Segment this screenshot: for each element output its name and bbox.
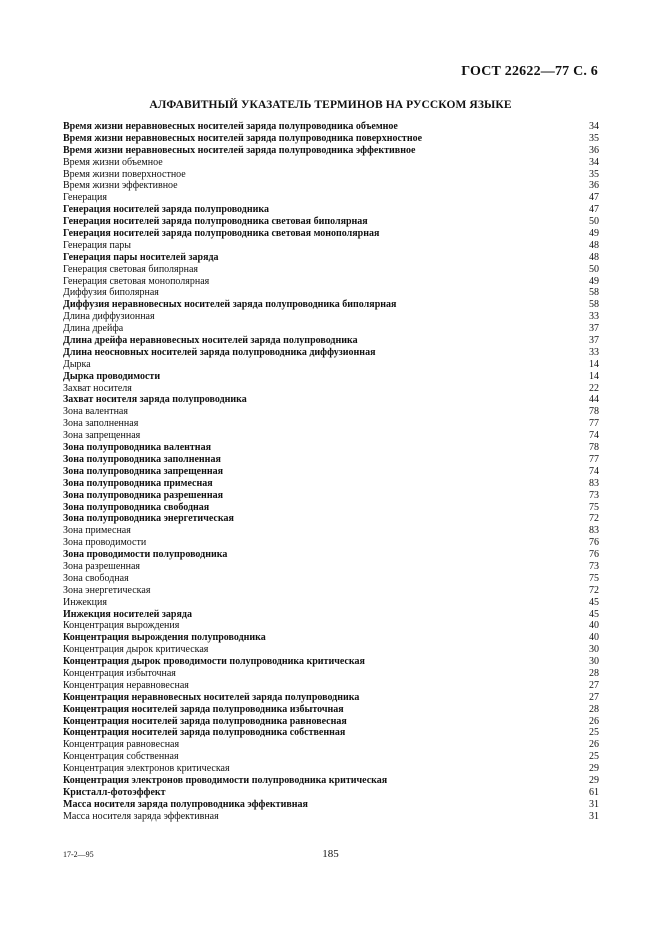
index-page-ref: 26 <box>589 739 599 751</box>
index-page-ref: 25 <box>589 727 599 739</box>
index-entry <box>63 537 599 549</box>
index-entry <box>63 383 599 395</box>
index-term: Концентрация носителей заряда полупроводника равновесная <box>63 715 347 727</box>
index-page-ref: 83 <box>589 477 599 489</box>
index-entry <box>63 287 599 299</box>
index-term: Время жизни неравновесных носителей заряда полупроводника объемное <box>63 121 398 132</box>
index-page-ref: 75 <box>589 572 599 584</box>
index-page-ref: 35 <box>589 132 599 144</box>
index-page-ref: 14 <box>589 370 599 382</box>
index-page-ref: 28 <box>589 703 599 715</box>
index-page-ref: 48 <box>589 239 599 251</box>
index-page-ref: 75 <box>589 501 599 513</box>
index-entry <box>63 727 599 739</box>
index-page-ref: 76 <box>589 537 599 549</box>
index-term: Инжекция <box>63 596 107 608</box>
index-term: Концентрация собственная <box>63 751 179 763</box>
index-entry <box>63 180 599 192</box>
index-page-ref: 37 <box>589 335 599 347</box>
index-entry <box>63 133 599 145</box>
index-entry <box>63 668 599 680</box>
index-entry <box>63 525 599 537</box>
index-entry <box>63 299 599 311</box>
index-entry <box>63 502 599 514</box>
index-page-ref: 73 <box>589 489 599 501</box>
index-page-ref: 29 <box>589 774 599 786</box>
index-entry <box>63 739 599 751</box>
index-term: Зона проводимости полупроводника <box>63 549 228 561</box>
index-term: Дырка <box>63 358 91 370</box>
index-page-ref: 72 <box>589 513 599 525</box>
index-term: Концентрация избыточная <box>63 667 176 679</box>
index-term: Зона свободная <box>63 572 129 584</box>
index-page-ref: 48 <box>589 251 599 263</box>
index-entry <box>63 692 599 704</box>
index-term: Генерация носителей заряда полупроводника <box>63 204 269 216</box>
index-entry <box>63 478 599 490</box>
index-page-ref: 29 <box>589 763 599 775</box>
index-page-ref: 25 <box>589 751 599 763</box>
index-page-ref: 33 <box>589 311 599 323</box>
index-term: Инжекция носителей заряда <box>63 608 192 620</box>
index-page-ref: 49 <box>589 228 599 240</box>
index-term: Зона полупроводника валентная <box>63 442 211 454</box>
index-page-ref: 14 <box>589 358 599 370</box>
index-term: Концентрация электронов проводимости полупроводника критическая <box>63 774 388 786</box>
index-page-ref: 34 <box>589 156 599 168</box>
index-term: Зона полупроводника разрешенная <box>63 489 223 501</box>
index-entry <box>63 311 599 323</box>
index-term: Концентрация неравновесная <box>63 679 189 691</box>
index-term: Генерация <box>63 192 107 204</box>
index-entry <box>63 573 599 585</box>
index-entry <box>63 264 599 276</box>
index-page-ref: 47 <box>589 192 599 204</box>
index-term: Концентрация носителей заряда полупроводника собственная <box>63 727 346 739</box>
index-page-ref: 74 <box>589 430 599 442</box>
index-term: Зона полупроводника примесная <box>63 477 213 489</box>
index-entry <box>63 763 599 775</box>
index-entry <box>63 430 599 442</box>
index-page-ref: 50 <box>589 216 599 228</box>
index-entry <box>63 799 599 811</box>
index-entry <box>63 157 599 169</box>
index-page-ref: 27 <box>589 679 599 691</box>
index-entry <box>63 704 599 716</box>
index-page-ref: 27 <box>589 691 599 703</box>
index-page-ref: 30 <box>589 656 599 668</box>
index-entry <box>63 561 599 573</box>
index-page-ref: 76 <box>589 549 599 561</box>
index-term: Генерация пары носителей заряда <box>63 251 219 263</box>
index-page-ref: 83 <box>589 525 599 537</box>
standard-header: ГОСТ 22622—77 С. 6 <box>461 64 598 79</box>
index-page-ref: 36 <box>589 144 599 156</box>
index-page-ref: 34 <box>589 121 599 132</box>
index-term: Время жизни поверхностное <box>63 168 186 180</box>
term-index <box>63 121 599 823</box>
index-entry <box>63 371 599 383</box>
index-page-ref: 61 <box>589 786 599 798</box>
index-entry <box>63 656 599 668</box>
index-entry <box>63 644 599 656</box>
index-term: Кристалл-фотоэффект <box>63 786 166 798</box>
index-page-ref: 31 <box>589 798 599 810</box>
index-entry <box>63 787 599 799</box>
index-term: Концентрация вырождения полупроводника <box>63 632 266 644</box>
index-entry <box>63 228 599 240</box>
index-entry <box>63 359 599 371</box>
index-term: Концентрация равновесная <box>63 739 180 751</box>
index-entry <box>63 609 599 621</box>
index-page-ref: 22 <box>589 382 599 394</box>
index-entry <box>63 323 599 335</box>
index-entry <box>63 442 599 454</box>
index-term: Захват носителя <box>63 382 132 394</box>
index-term: Концентрация дырок проводимости полупроводника критическая <box>63 656 365 668</box>
index-entry <box>63 751 599 763</box>
index-entry <box>63 204 599 216</box>
index-page-ref: 35 <box>589 168 599 180</box>
index-page-ref: 78 <box>589 406 599 418</box>
index-entry <box>63 454 599 466</box>
index-page-ref: 40 <box>589 632 599 644</box>
index-term: Зона полупроводника свободная <box>63 501 210 513</box>
index-term: Длина неосновных носителей заряда полупроводника диффузионная <box>63 346 376 358</box>
index-page-ref: 26 <box>589 715 599 727</box>
index-term: Диффузия биполярная <box>63 287 159 299</box>
index-term: Концентрация неравновесных носителей заряда полупроводника <box>63 691 360 703</box>
index-entry <box>63 620 599 632</box>
index-entry <box>63 490 599 502</box>
index-page-ref: 78 <box>589 442 599 454</box>
index-page-ref: 30 <box>589 644 599 656</box>
index-term: Захват носителя заряда полупроводника <box>63 394 247 406</box>
index-page-ref: 77 <box>589 453 599 465</box>
index-entry <box>63 276 599 288</box>
index-page-ref: 77 <box>589 418 599 430</box>
index-term: Зона полупроводника запрещенная <box>63 465 224 477</box>
index-entry <box>63 597 599 609</box>
index-term: Время жизни неравновесных носителей заряда полупроводника поверхностное <box>63 132 423 144</box>
index-entry <box>63 394 599 406</box>
index-term: Концентрация дырок критическая <box>63 644 209 656</box>
index-entry <box>63 145 599 157</box>
index-entry <box>63 335 599 347</box>
index-entry <box>63 121 599 133</box>
index-term: Длина дрейфа <box>63 323 124 335</box>
index-term: Время жизни неравновесных носителей заряда полупроводника эффективное <box>63 144 416 156</box>
index-term: Диффузия неравновесных носителей заряда полупроводника биполярная <box>63 299 397 311</box>
index-term: Зона заполненная <box>63 418 139 430</box>
index-term: Концентрация электронов критическая <box>63 763 230 775</box>
index-entry <box>63 775 599 787</box>
index-entry <box>63 418 599 430</box>
page-title: АЛФАВИТНЫЙ УКАЗАТЕЛЬ ТЕРМИНОВ НА РУССКОМ ЯЗЫКЕ <box>149 99 512 111</box>
index-term: Зона валентная <box>63 406 128 418</box>
index-page-ref: 47 <box>589 204 599 216</box>
index-term: Зона примесная <box>63 525 131 537</box>
index-page-ref: 31 <box>589 810 599 822</box>
index-term: Длина дрейфа неравновесных носителей заряда полупроводника <box>63 335 358 347</box>
index-page-ref: 28 <box>589 667 599 679</box>
index-entry <box>63 192 599 204</box>
index-entry <box>63 240 599 252</box>
index-term: Масса носителя заряда эффективная <box>63 810 219 822</box>
index-page-ref: 36 <box>589 180 599 192</box>
index-term: Время жизни эффективное <box>63 180 178 192</box>
footer-code: 17-2—95 <box>63 850 94 859</box>
index-entry <box>63 680 599 692</box>
index-page-ref: 45 <box>589 608 599 620</box>
index-term: Зона проводимости <box>63 537 147 549</box>
index-page-ref: 74 <box>589 465 599 477</box>
index-entry <box>63 216 599 228</box>
index-page-ref: 73 <box>589 560 599 572</box>
index-term: Время жизни объемное <box>63 156 163 168</box>
index-entry <box>63 347 599 359</box>
index-term: Генерация носителей заряда полупроводника световая монополярная <box>63 228 380 240</box>
index-term: Генерация пары <box>63 239 131 251</box>
index-page-ref: 49 <box>589 275 599 287</box>
index-term: Длина диффузионная <box>63 311 155 323</box>
index-page-ref: 50 <box>589 263 599 275</box>
index-page-ref: 72 <box>589 584 599 596</box>
index-entry <box>63 466 599 478</box>
index-term: Зона запрещенная <box>63 430 141 442</box>
index-term: Концентрация носителей заряда полупроводника избыточная <box>63 703 344 715</box>
index-page-ref: 37 <box>589 323 599 335</box>
index-entry <box>63 252 599 264</box>
index-page-ref: 58 <box>589 287 599 299</box>
index-term: Зона разрешенная <box>63 560 141 572</box>
index-term: Зона полупроводника заполненная <box>63 453 221 465</box>
index-entry <box>63 513 599 525</box>
index-term: Генерация световая монополярная <box>63 275 210 287</box>
index-entry <box>63 585 599 597</box>
index-term: Концентрация вырождения <box>63 620 180 632</box>
index-term: Генерация носителей заряда полупроводника световая биполярная <box>63 216 368 228</box>
index-page-ref: 33 <box>589 346 599 358</box>
index-page-ref: 45 <box>589 596 599 608</box>
index-entry <box>63 632 599 644</box>
index-term: Зона энергетическая <box>63 584 151 596</box>
index-entry <box>63 169 599 181</box>
index-page-ref: 58 <box>589 299 599 311</box>
page-number: 185 <box>322 848 339 860</box>
index-page-ref: 40 <box>589 620 599 632</box>
index-entry <box>63 406 599 418</box>
index-entry <box>63 811 599 823</box>
index-page-ref: 44 <box>589 394 599 406</box>
index-term: Генерация световая биполярная <box>63 263 199 275</box>
index-entry <box>63 549 599 561</box>
index-entry <box>63 716 599 728</box>
index-term: Зона полупроводника энергетическая <box>63 513 234 525</box>
index-term: Масса носителя заряда полупроводника эффективная <box>63 798 308 810</box>
index-term: Дырка проводимости <box>63 370 161 382</box>
